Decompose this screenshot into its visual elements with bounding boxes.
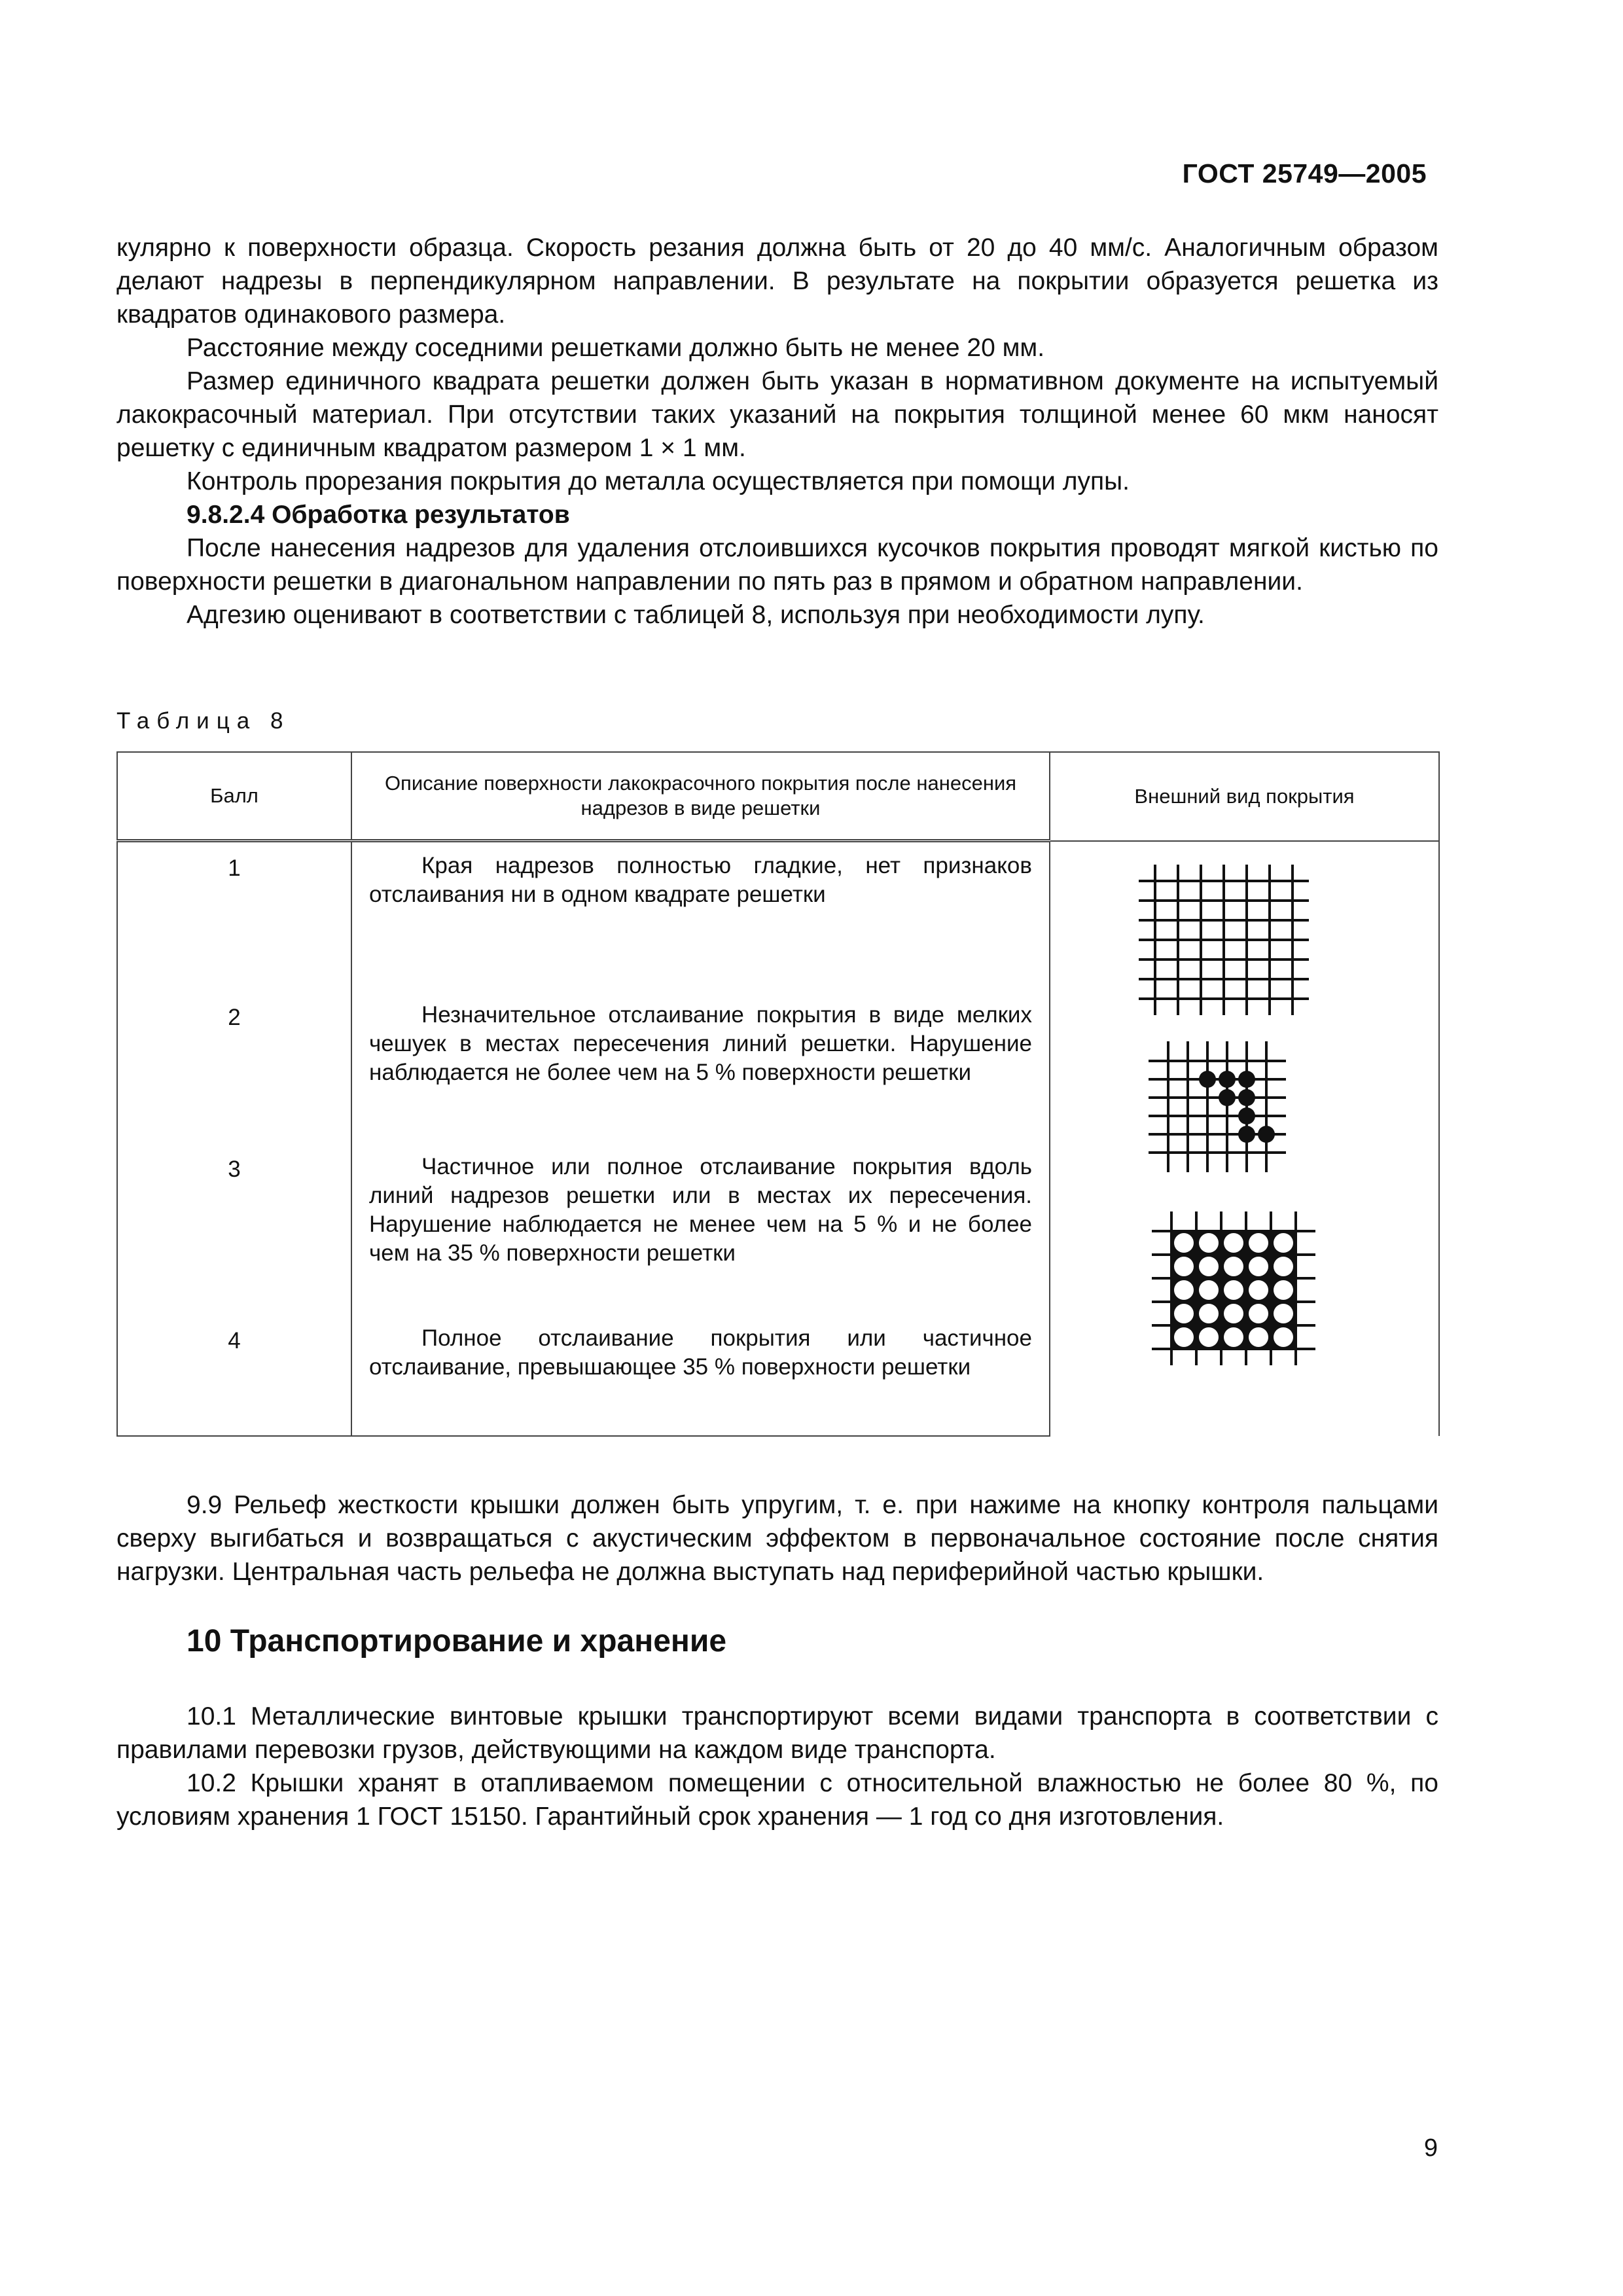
intact-cell xyxy=(1174,1327,1194,1347)
paragraph: Адгезию оценивают в соответствии с таблицей 8, используя при необходимости лупу. xyxy=(187,601,1205,629)
paragraph: 10.1 Металлические винтовые крышки транспортируют всеми видами транспорта в соответствии с правилами перевозки грузов, действующими на каждом виде транспорта. xyxy=(116,1702,1438,1764)
description-cell xyxy=(351,1143,1050,1315)
description-text: Незначительное отслаивание покрытия в виде мелких чешуек в местах пересечения линий решетки. Нарушение наблюдается не более чем на 5 % поверхности решетки xyxy=(369,1001,1032,1085)
table-caption: Таблица 8 xyxy=(116,708,291,734)
header-description: Описание поверхности лакокрасочного покрытия после нанесения надрезов в виде решетки xyxy=(351,752,1050,841)
score-cell xyxy=(117,1315,351,1437)
grid-peeled-illustration xyxy=(1086,1205,1348,1365)
score-cell xyxy=(117,1143,351,1315)
intact-cell xyxy=(1274,1304,1293,1323)
flake-dot xyxy=(1238,1107,1255,1124)
intact-cell xyxy=(1249,1257,1268,1276)
score-cell xyxy=(117,841,351,992)
intact-cell xyxy=(1174,1304,1194,1323)
description-cell xyxy=(351,992,1050,1143)
description-text: Края надрезов полностью гладкие, нет признаков отслаивания ни в одном квадрате решетки xyxy=(369,853,1032,907)
flake-dot xyxy=(1258,1126,1275,1143)
paragraph: 10.2 Крышки хранят в отапливаемом помещении с относительной влажностью не более 80 %, по условиям хранения 1 ГОСТ 15150. Гарантийный срок хранения — 1 год со дня изготовления. xyxy=(116,1769,1438,1831)
intact-cell xyxy=(1199,1304,1219,1323)
paragraph: Размер единичного квадрата решетки должен быть указан в нормативном документе на испытуемый лакокрасочный материал. При отсутствии таких указаний на покрытия толщиной менее 60 мкм наносят решетку с единичным квадратом размером 1 × 1 мм. xyxy=(116,367,1438,462)
paragraph: Расстояние между соседними решетками должно быть не менее 20 мм. xyxy=(187,334,1045,362)
intact-cell xyxy=(1249,1304,1268,1323)
adhesion-table xyxy=(116,751,1440,1437)
paragraph: После нанесения надрезов для удаления отслоившихся кусочков покрытия проводят мягкой кистью по поверхности решетки в диагональном направлении по пять раз в прямом и обратном направлении. xyxy=(116,534,1438,596)
intact-cell xyxy=(1199,1257,1219,1276)
rigidity-text xyxy=(116,1488,1438,1588)
intact-cell xyxy=(1174,1257,1194,1276)
intact-cell xyxy=(1224,1327,1243,1347)
paragraph: Контроль прорезания покрытия до металла осуществляется при помощи лупы. xyxy=(187,467,1130,495)
intact-cell xyxy=(1224,1257,1243,1276)
header-appearance: Внешний вид покрытия xyxy=(1050,752,1439,841)
intact-cell xyxy=(1174,1233,1194,1253)
appearance-cell xyxy=(1050,841,1439,1437)
flake-dot xyxy=(1219,1089,1236,1106)
section-10-text xyxy=(116,1700,1438,1833)
intact-cell xyxy=(1199,1233,1219,1253)
page-number: 9 xyxy=(1423,2134,1438,2162)
intact-cell xyxy=(1274,1233,1293,1253)
grid-flakes-illustration xyxy=(1086,1038,1348,1185)
paragraph: 9.9 Рельеф жесткости крышки должен быть упругим, т. е. при нажиме на кнопку контроля пальцами сверху выгибаться и возвращаться с акустическим эффектом в первоначальное состояние после снятия нагрузки. Центральная часть рельефа не должна выступать над периферийной частью крышки. xyxy=(116,1491,1438,1586)
description-cell xyxy=(351,841,1050,992)
intact-cell xyxy=(1199,1280,1219,1300)
description-text: Полное отслаивание покрытия или частичное отслаивание, превышающее 35 % поверхности решетки xyxy=(369,1325,1032,1380)
intact-cell xyxy=(1274,1280,1293,1300)
intact-cell xyxy=(1224,1233,1243,1253)
intact-cell xyxy=(1274,1327,1293,1347)
intact-cell xyxy=(1249,1280,1268,1300)
header-score: Балл xyxy=(117,752,351,841)
intact-cell xyxy=(1224,1304,1243,1323)
flake-dot xyxy=(1238,1089,1255,1106)
score-value: 3 xyxy=(228,1156,241,1182)
table-header-row xyxy=(117,752,1439,841)
subsection-title: 9.8.2.4 Обработка результатов xyxy=(187,501,570,529)
score-cell xyxy=(117,992,351,1143)
intact-cell xyxy=(1274,1257,1293,1276)
score-value: 2 xyxy=(228,1004,241,1030)
grid-clean-illustration xyxy=(1086,855,1348,1015)
intact-cell xyxy=(1249,1327,1268,1347)
paragraph: кулярно к поверхности образца. Скорость резания должна быть от 20 до 40 мм/с. Аналогичным образом делают надрезы в перпендикулярном направлении. В результате на покрытии образуется решетка из квадратов одинакового размера. xyxy=(116,234,1438,329)
flake-dot xyxy=(1238,1126,1255,1143)
description-text: Частичное или полное отслаивание покрытия вдоль линий надрезов решетки или в местах их пересечения. Нарушение наблюдается не менее чем на 5 % и не более чем на 35 % поверхности решетки xyxy=(369,1153,1032,1266)
document-designation: ГОСТ 25749—2005 xyxy=(1182,158,1427,188)
intact-cell xyxy=(1224,1280,1243,1300)
intact-cell xyxy=(1249,1233,1268,1253)
table-row xyxy=(117,841,1439,992)
intact-cell xyxy=(1199,1327,1219,1347)
intro-text xyxy=(116,231,1438,632)
description-cell xyxy=(351,1315,1050,1437)
flake-dot xyxy=(1238,1071,1255,1088)
score-value: 4 xyxy=(228,1327,241,1354)
intact-cell xyxy=(1174,1280,1194,1300)
section-title: 10 Транспортирование и хранение xyxy=(187,1624,727,1659)
flake-dot xyxy=(1199,1071,1216,1088)
score-value: 1 xyxy=(228,855,241,881)
flake-dot xyxy=(1219,1071,1236,1088)
